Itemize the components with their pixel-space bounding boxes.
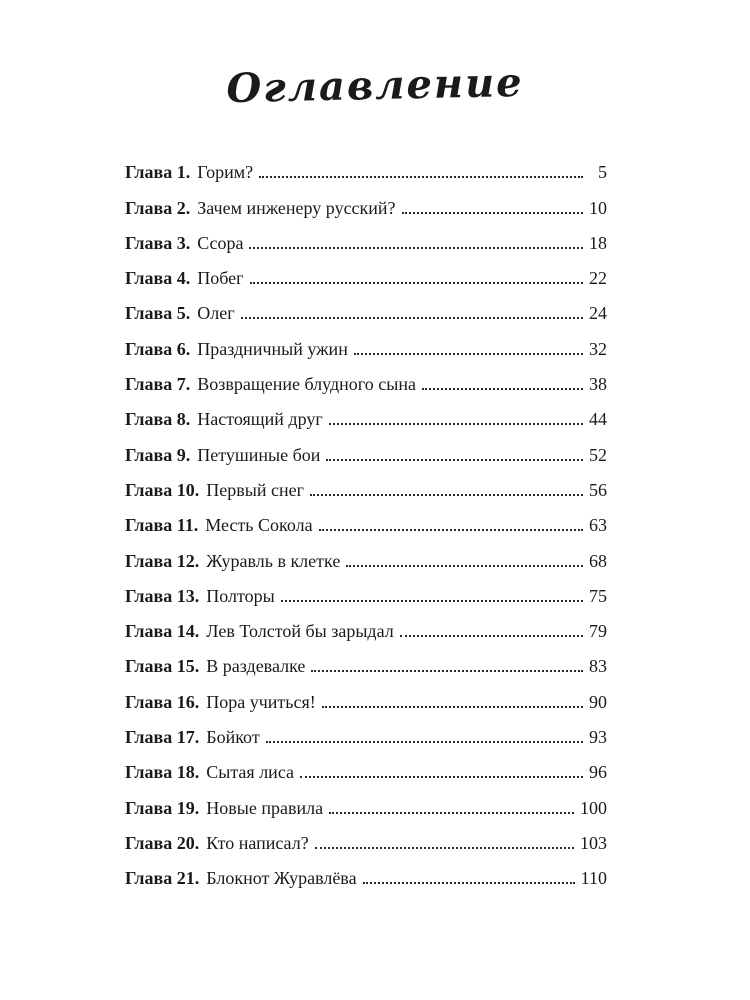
chapter-number: Глава 4. [125, 268, 191, 289]
dot-leader [329, 423, 583, 425]
chapter-number: Глава 19. [125, 797, 200, 818]
chapter-title: Блокнот Журавлёва [206, 868, 357, 889]
chapter-number: Глава 10. [125, 479, 200, 500]
dot-leader [300, 776, 583, 778]
chapter-number: Глава 5. [125, 303, 191, 324]
chapter-title: Побег [197, 268, 244, 289]
page-number: 10 [589, 197, 607, 218]
toc-entry [125, 607, 607, 642]
toc-entry [125, 183, 607, 218]
toc-entry [125, 324, 607, 359]
chapter-number: Глава 13. [125, 585, 200, 606]
chapter-title: Зачем инженеру русский? [197, 197, 396, 218]
chapter-number: Глава 12. [125, 550, 200, 571]
chapter-number: Глава 6. [125, 338, 191, 359]
chapter-number: Глава 18. [125, 762, 200, 783]
chapter-number: Глава 3. [125, 232, 191, 253]
page-number: 44 [589, 409, 607, 430]
chapter-title: Лев Толстой бы зарыдал [206, 621, 394, 642]
chapter-title: Месть Сокола [205, 515, 313, 536]
dot-leader [346, 565, 583, 567]
page-number: 38 [589, 374, 607, 395]
chapter-title: Сытая лиса [206, 762, 295, 783]
toc-entry [125, 501, 607, 536]
toc-entry [125, 713, 607, 748]
dot-leader [315, 847, 574, 849]
page-number: 103 [580, 832, 607, 853]
dot-leader [326, 459, 583, 461]
chapter-title: Первый снег [206, 479, 304, 500]
dot-leader [281, 600, 583, 602]
page-number: 32 [589, 338, 607, 359]
page-number: 56 [589, 479, 607, 500]
toc-entry [125, 289, 607, 324]
toc-entry [125, 395, 607, 430]
chapter-number: Глава 21. [125, 868, 200, 889]
chapter-title: Ссора [197, 232, 244, 253]
chapter-title: Полторы [206, 585, 275, 606]
page-number: 68 [589, 550, 607, 571]
page-number: 52 [589, 444, 607, 465]
chapter-title: Настоящий друг [197, 409, 323, 430]
toc-entry [125, 148, 607, 183]
chapter-number: Глава 16. [125, 691, 200, 712]
toc-entry [125, 748, 607, 783]
dot-leader [310, 494, 583, 496]
dot-leader [259, 176, 583, 178]
page-number: 18 [589, 232, 607, 253]
dot-leader [319, 529, 583, 531]
page-number: 90 [589, 691, 607, 712]
page-number: 75 [589, 585, 607, 606]
toc-entry [125, 819, 607, 854]
dot-leader [249, 247, 583, 249]
toc-entry [125, 783, 607, 818]
page-number: 24 [589, 303, 607, 324]
page-number: 93 [589, 727, 607, 748]
chapter-number: Глава 11. [125, 515, 199, 536]
page-number: 83 [589, 656, 607, 677]
toc-entry [125, 642, 607, 677]
chapter-number: Глава 20. [125, 832, 200, 853]
chapter-title: В раздевалке [206, 656, 306, 677]
chapter-title: Кто написал? [206, 832, 309, 853]
dot-leader [363, 882, 575, 884]
toc-entry [125, 572, 607, 607]
page-number: 5 [598, 162, 607, 183]
page-title: Оглавление [225, 58, 525, 113]
dot-leader [422, 388, 583, 390]
chapter-number: Глава 2. [125, 197, 191, 218]
page-number: 96 [589, 762, 607, 783]
chapter-number: Глава 14. [125, 621, 200, 642]
toc-entry [125, 430, 607, 465]
chapter-title: Олег [197, 303, 235, 324]
page-number: 22 [589, 268, 607, 289]
chapter-title: Горим? [197, 162, 254, 183]
chapter-title: Бойкот [206, 727, 260, 748]
chapter-title: Новые правила [206, 797, 324, 818]
page-number: 79 [589, 621, 607, 642]
chapter-title: Петушиные бои [197, 444, 321, 465]
table-of-contents [125, 148, 607, 889]
toc-entry [125, 219, 607, 254]
toc-entry [125, 536, 607, 571]
chapter-number: Глава 9. [125, 444, 191, 465]
chapter-title: Возвращение блудного сына [197, 374, 416, 395]
chapter-number: Глава 8. [125, 409, 191, 430]
chapter-title: Пора учиться! [206, 691, 316, 712]
toc-entry [125, 677, 607, 712]
dot-leader [322, 706, 583, 708]
toc-entry [125, 854, 607, 889]
dot-leader [329, 812, 574, 814]
chapter-title: Праздничный ужин [197, 338, 348, 359]
dot-leader [311, 670, 583, 672]
dot-leader [250, 282, 583, 284]
dot-leader [241, 317, 583, 319]
toc-entry [125, 360, 607, 395]
chapter-number: Глава 17. [125, 727, 200, 748]
dot-leader [400, 635, 583, 637]
page-number: 100 [580, 797, 607, 818]
chapter-title: Журавль в клетке [206, 550, 341, 571]
toc-entry [125, 254, 607, 289]
chapter-number: Глава 1. [125, 162, 191, 183]
page-number: 63 [589, 515, 607, 536]
chapter-number: Глава 7. [125, 374, 191, 395]
dot-leader [266, 741, 583, 743]
page-number: 110 [580, 868, 607, 889]
dot-leader [402, 212, 583, 214]
toc-entry [125, 466, 607, 501]
chapter-number: Глава 15. [125, 656, 200, 677]
dot-leader [354, 353, 583, 355]
